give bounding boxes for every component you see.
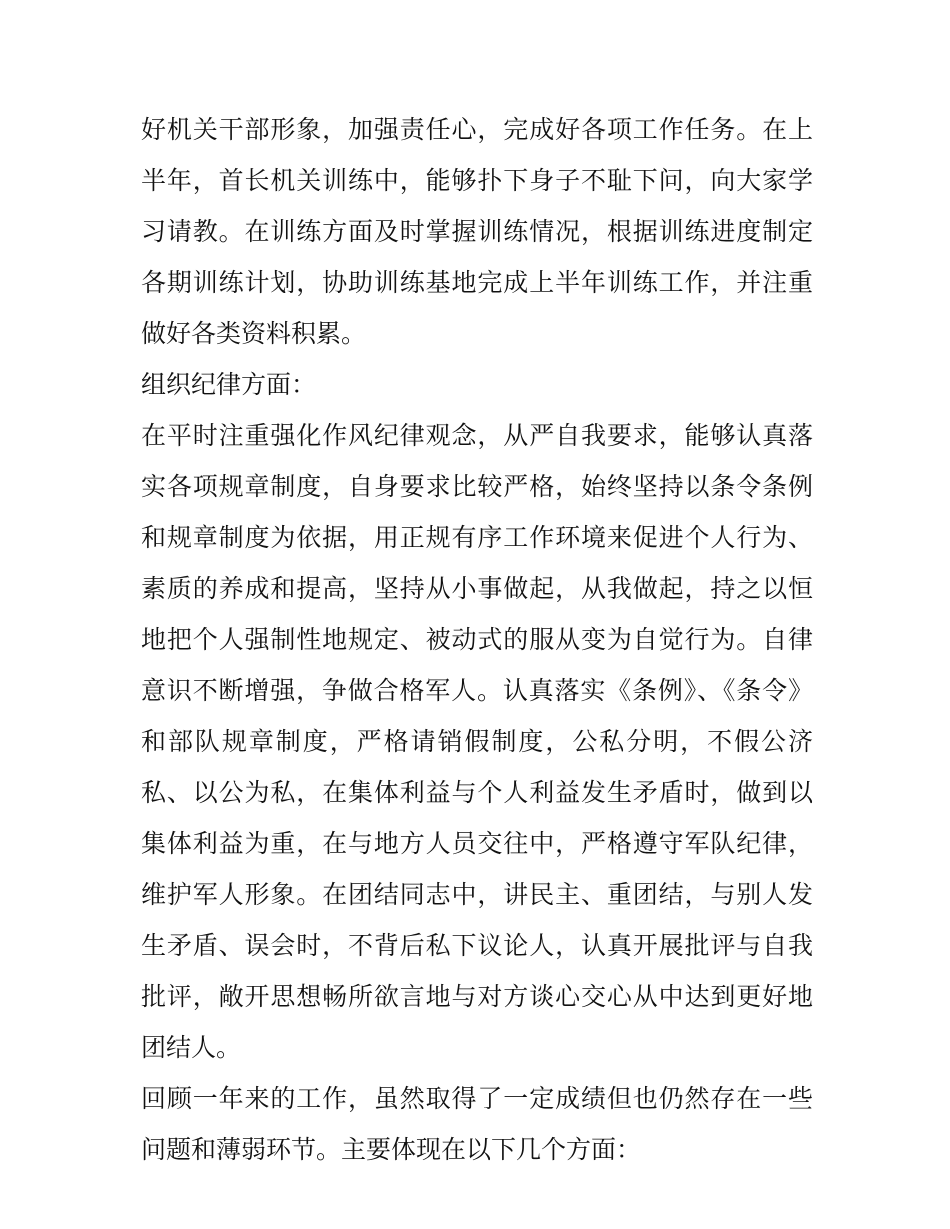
paragraph-review: 回顾一年来的工作，虽然取得了一定成绩但也仍然存在一些问题和薄弱环节。主要体现在以下几个方面： (141, 1084, 813, 1164)
paragraph-work-summary: 好机关干部形象，加强责任心，完成好各项工作任务。在上半年，首长机关训练中，能够扑下身子不耻下问，向大家学习请教。在训练方面及时掌握训练情况，根据训练进度制定各期训练计划，协助训练基地完成上半年训练工作，并注重做好各类资料积累。 (141, 115, 813, 348)
section-heading-discipline: 组织纪律方面： (141, 370, 317, 399)
document-body (141, 104, 813, 1175)
paragraph-discipline: 在平时注重强化作风纪律观念，从严自我要求，能够认真落实各项规章制度，自身要求比较严格，始终坚持以条令条例和规章制度为依据，用正规有序工作环境来促进个人行为、素质的养成和提高，坚持从小事做起，从我做起，持之以恒地把个人强制性地规定、被动式的服从变为自觉行为。自律意识不断增强，争做合格军人。认真落实《条例》、《条令》和部队规章制度，严格请销假制度，公私分明，不假公济私、以公为私，在集体利益与个人利益发生矛盾时，做到以集体利益为重，在与地方人员交往中，严格遵守军队纪律，维护军人形象。在团结同志中，讲民主、重团结，与别人发生矛盾、误会时，不背后私下议论人，认真开展批评与自我批评，敞开思想畅所欲言地与对方谈心交心从中达到更好地团结人。 (141, 421, 813, 1062)
